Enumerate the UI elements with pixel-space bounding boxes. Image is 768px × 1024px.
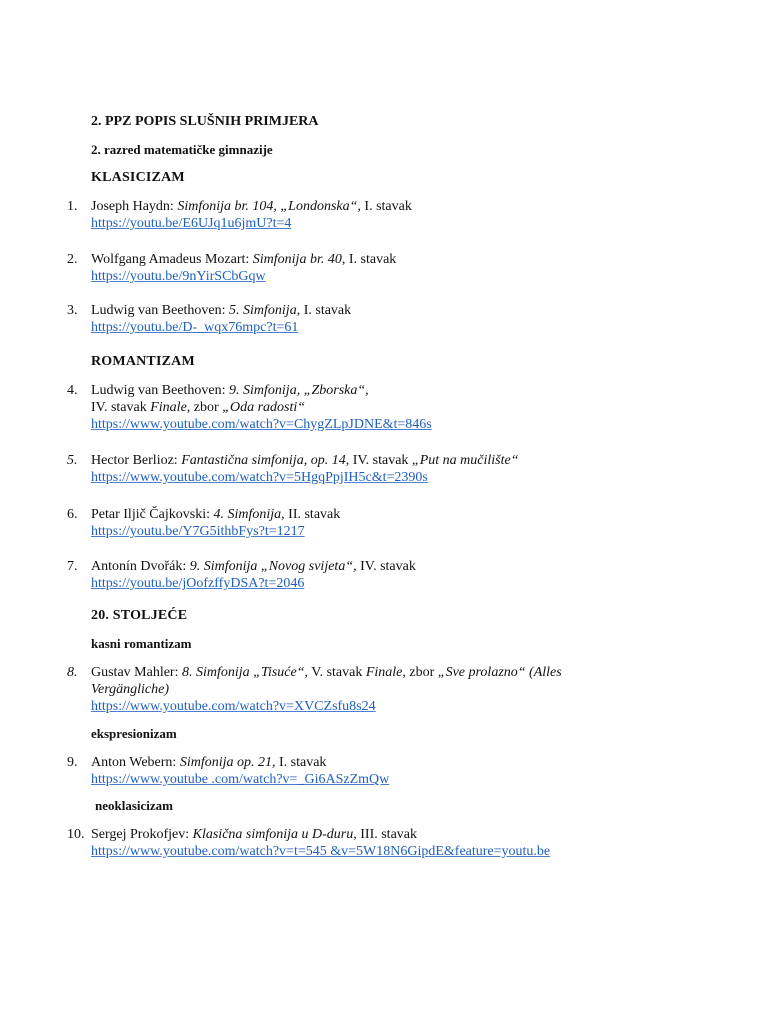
item-number: 2. (67, 252, 78, 267)
work-title: Simfonija br. 104, „Londonska“, (177, 199, 361, 214)
composer: Ludwig van Beethoven: (91, 303, 230, 318)
composer: Gustav Mahler: (91, 665, 182, 680)
work-title: 8. Simfonija „Tisuće“ (181, 665, 305, 680)
composer: Sergej Prokofjev: (91, 827, 193, 842)
youtube-link[interactable]: https://www.youtube.com/watch?v=5HgqPpjIH5c&t=2390s (91, 470, 428, 485)
work-title: 5. Simfonija (229, 303, 297, 318)
composer: Joseph Haydn: (91, 199, 178, 214)
movement-title: Finale (365, 665, 403, 680)
item-number: 6. (67, 507, 78, 522)
work-title: Simfonija op. 21, (179, 755, 276, 770)
item-number: 9. (67, 755, 78, 770)
subsection-ekspresionizam: ekspresionizam (91, 726, 177, 741)
item-number: 4. (67, 383, 78, 398)
youtube-link[interactable]: https://youtu.be/9nYirSCbGqw (91, 269, 266, 284)
work-title: 9. Simfonija, „Zborska“, (229, 383, 369, 398)
composer: Antonín Dvořák: (91, 559, 190, 574)
movement: , V. stavak (304, 665, 366, 680)
choir-title: „Oda radosti“ (222, 400, 306, 415)
movement: , III. stavak (353, 827, 418, 842)
movement: IV. stavak (356, 559, 416, 574)
item-number: 8. (67, 665, 78, 680)
subsection-kasni-romantizam: kasni romantizam (91, 636, 192, 651)
work-title: Fantastična simfonija, op. 14 (181, 453, 346, 468)
composer: Ludwig van Beethoven: (91, 383, 230, 398)
movement: , II. stavak (281, 507, 341, 522)
movement-title: „Put na mučilište“ (411, 453, 519, 468)
item-number: 10. (67, 827, 85, 842)
composer: Wolfgang Amadeus Mozart: (91, 252, 253, 267)
youtube-link[interactable]: https://www.youtube.com/watch?v=XVCZsfu8s24 (91, 699, 376, 714)
movement: I. stavak (275, 755, 327, 770)
document-subtitle: 2. razred matematičke gimnazije (91, 142, 273, 157)
choir-title: „Sve prolazno“ (Alles (437, 665, 562, 680)
item-number: 3. (67, 303, 78, 318)
item-number: 7. (67, 559, 78, 574)
composer: Hector Berlioz: (91, 453, 182, 468)
composer: Anton Webern: (91, 755, 180, 770)
work-title: 9. Simfonija „Novog svijeta“, (189, 559, 357, 574)
youtube-link[interactable]: https://youtu.be/D-_wqx76mpc?t=61 (91, 320, 299, 335)
work-title: 4. Simfonija (213, 507, 282, 522)
movement-note: , zbor (402, 665, 438, 680)
item-number: 5. (67, 453, 78, 468)
movement: IV. stavak (91, 400, 151, 415)
youtube-link[interactable]: https://youtu.be/E6UJq1u6jmU?t=4 (91, 216, 292, 231)
youtube-link[interactable]: https://youtu.be/Y7G5ithbFys?t=1217 (91, 524, 305, 539)
work-title: Klasična simfonija u D-duru (192, 827, 354, 842)
youtube-link[interactable]: https://www.youtube.com/watch?v=ChygZLpJDNE&t=846s (91, 417, 432, 432)
section-heading-romantizam: ROMANTIZAM (91, 354, 195, 369)
section-heading-klasicizam: KLASICIZAM (91, 170, 185, 185)
subsection-neoklasicizam: neoklasicizam (95, 798, 173, 813)
document-title: 2. PPZ POPIS SLUŠNIH PRIMJERA (91, 114, 319, 129)
choir-title-continued: Vergängliche) (91, 682, 170, 697)
movement-title: Finale (150, 400, 187, 415)
youtube-link[interactable]: https://www.youtube.com/watch?v=t=545 &v=5W18N6GipdE&feature=youtu.be (91, 844, 551, 859)
youtube-link[interactable]: https://www.youtube .com/watch?v=_Gi6ASzZmQw (91, 772, 390, 787)
movement: , IV. stavak (345, 453, 412, 468)
movement: , I. stavak (341, 252, 397, 267)
section-heading-20-stoljece: 20. STOLJEĆE (91, 608, 188, 623)
movement-note: , zbor (186, 400, 223, 415)
movement: , I. stavak (296, 303, 352, 318)
youtube-link[interactable]: https://youtu.be/jOofzffyDSA?t=2046 (91, 576, 305, 591)
composer: Petar Iljič Čajkovski: (91, 507, 214, 522)
movement: I. stavak (360, 199, 412, 214)
work-title: Simfonija br. 40 (252, 252, 342, 267)
item-number: 1. (67, 199, 78, 214)
